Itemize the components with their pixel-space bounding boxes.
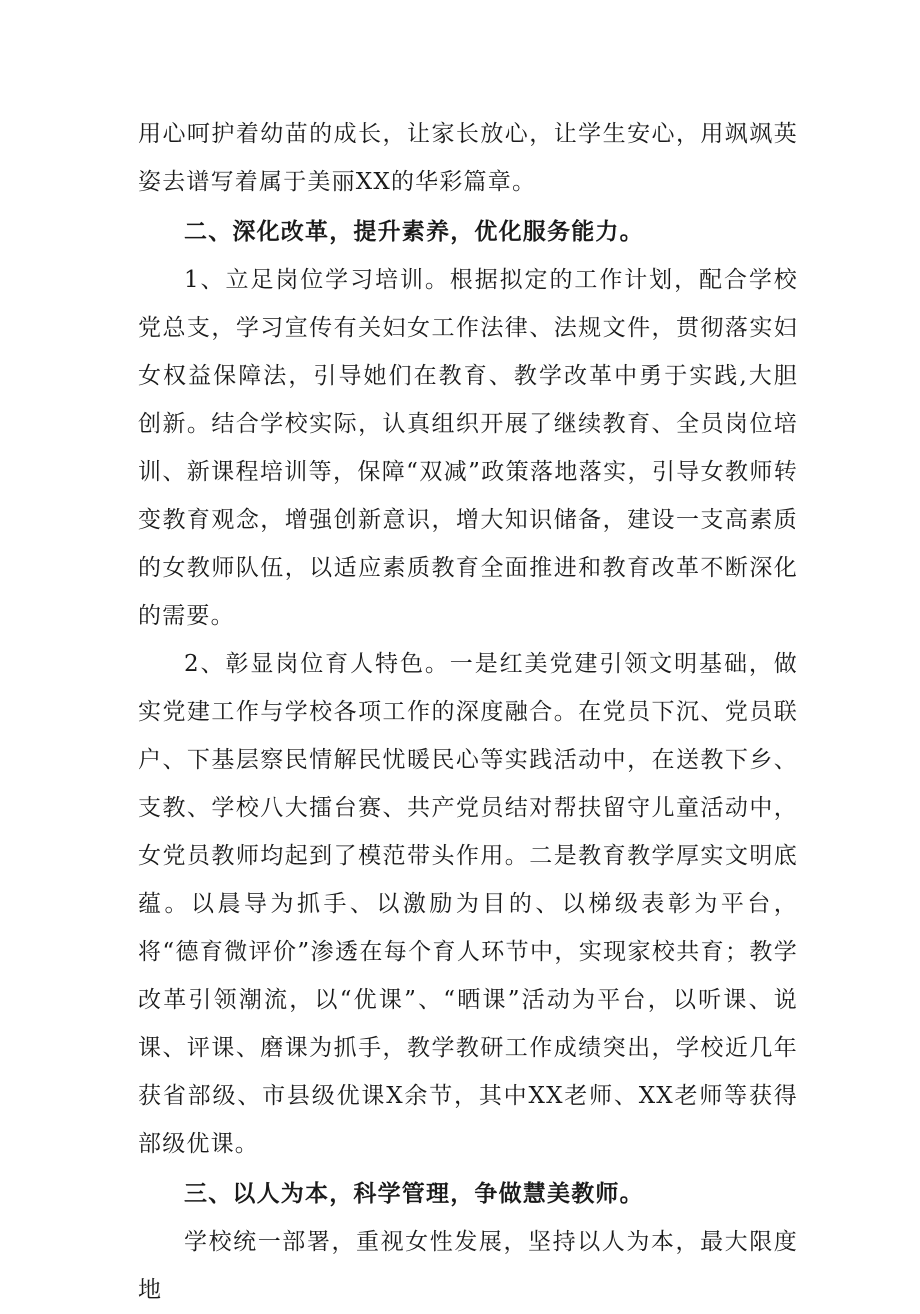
section-heading-two: 二、深化改革，提升素养，优化服务能力。	[184, 219, 644, 245]
paragraph-continuation: 用心呵护着幼苗的成长，让家长放心，让学生安心，用飒飒英姿去谱写着属于美丽XX的华彩篇章。	[138, 121, 798, 195]
document-body	[138, 110, 798, 1314]
paragraph-education-features: 2、彰显岗位育人特色。一是红美党建引领文明基础，做实党建工作与学校各项工作的深度融合。在党员下沉、党员联户、下基层察民情解民忧暖民心等实践活动中，在送教下乡、支教、学校八大擂台赛、共产党员结对帮扶留守儿童活动中，女党员教师均起到了模范带头作用。二是教育教学厚实文明底蕴。以晨导为抓手、以激励为目的、以梯级表彰为平台，将“德育微评价”渗透在每个育人环节中，实现家校共育；教学改革引领潮流，以“优课”、“晒课”活动为平台，以听课、说课、评课、磨课为抓手，教学教研工作成绩突出，学校近几年获省部级、市县级优课X余节，其中XX老师、XX老师等获得部级优课。	[138, 651, 798, 1157]
paragraph-people-oriented: 学校统一部署，重视女性发展，坚持以人为本，最大限度地	[138, 1229, 798, 1303]
paragraph-study-training: 1、立足岗位学习培训。根据拟定的工作计划，配合学校党总支，学习宣传有关妇女工作法律、法规文件，贯彻落实妇女权益保障法，引导她们在教育、教学改革中勇于实践,大胆创新。结合学校实际，认真组织开展了继续教育、全员岗位培训、新课程培训等，保障“双减”政策落地落实，引导女教师转变教育观念，增强创新意识，增大知识储备，建设一支高素质的女教师队伍，以适应素质教育全面推进和教育改革不断深化的需要。	[138, 267, 798, 629]
section-heading-three: 三、以人为本，科学管理，争做慧美教师。	[184, 1181, 644, 1207]
